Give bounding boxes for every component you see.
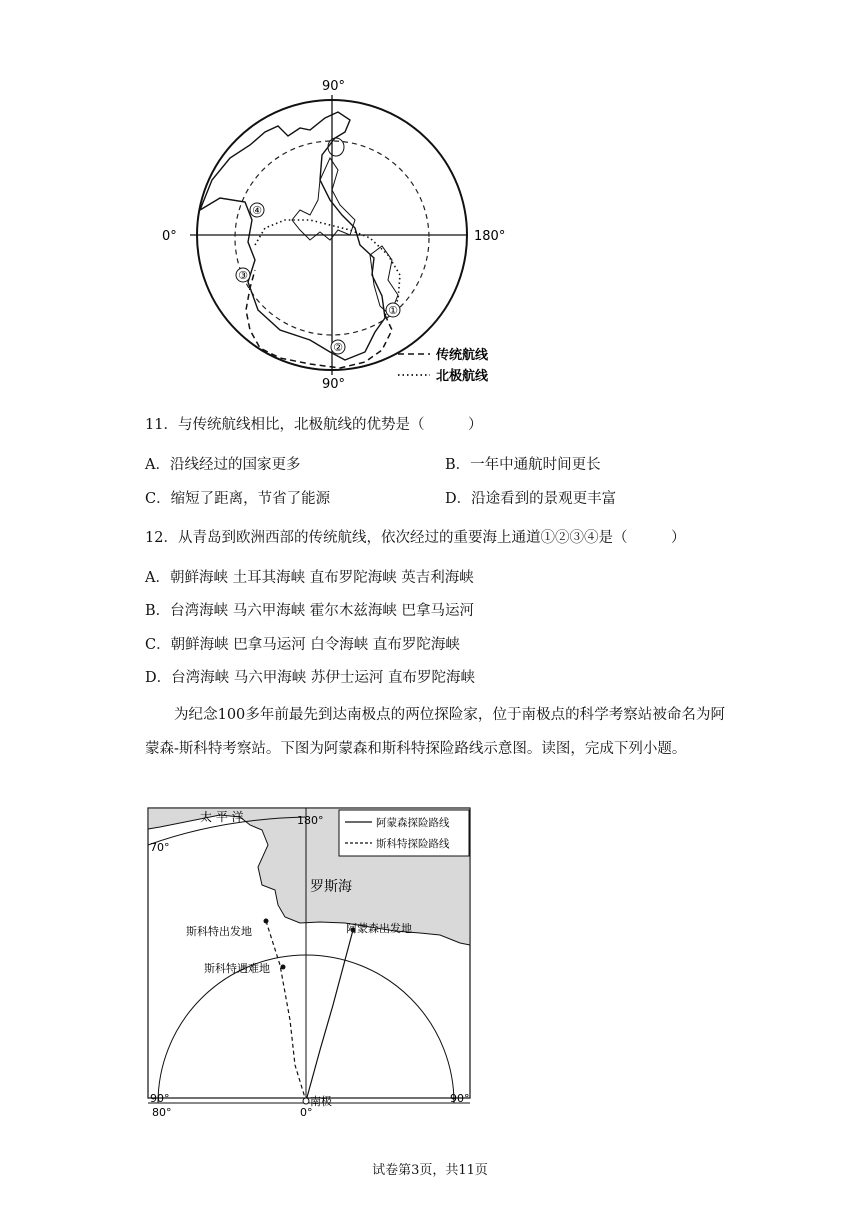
pole-label: 南极 [310,1095,332,1108]
legend-scott-label: 斯科特探险路线 [376,838,450,850]
question-12-stem: 12．从青岛到欧洲西部的传统航线，依次经过的重要海上通道①②③④是（ ） [145,530,686,546]
label-180: 180° [474,229,506,244]
marker-3 [236,268,250,282]
svg-text:②: ② [333,341,343,354]
page-footer: 试卷第3页，共11页 [372,1163,488,1178]
svg-text:④: ④ [252,204,262,217]
archipelago-outline [292,158,355,240]
south-pole-point [303,1098,309,1104]
label-90-top: 90° [322,79,346,94]
q12-option-a[interactable]: A．朝鲜海峡 土耳其海峡 直布罗陀海峡 英吉利海峡 [145,570,474,586]
lon-90-right-label: 90° [450,1092,470,1105]
arctic-route-map [160,70,520,390]
passage-text: 为纪念100多年前最先到达南极点的两位探险家，位于南极点的科学考察站被命名为阿蒙森-斯科特考察站。下图为阿蒙森和斯科特探险路线示意图。读图，完成下列小题。 [145,707,725,757]
q12-option-c[interactable]: C．朝鲜海峡 巴拿马运河 白令海峡 直布罗陀海峡 [145,637,460,653]
lat-70-label: 70° [150,841,170,854]
q11-option-c[interactable]: C．缩短了距离，节省了能源 [145,491,331,507]
q11-option-b[interactable]: B．一年中通航时间更长 [445,457,601,473]
scott-start-point [264,919,269,924]
sea-label: 罗斯海 [310,879,352,895]
legend-arctic-label: 北极航线 [436,369,489,384]
scott-start-label: 斯科特出发地 [186,925,252,938]
scott-death-label: 斯科特遇难地 [204,962,270,975]
svg-text:①: ① [388,304,398,317]
q12-option-d[interactable]: D．台湾海峡 马六甲海峡 苏伊士运河 直布罗陀海峡 [145,670,475,686]
lon-80-label: 80° [152,1106,172,1119]
label-0: 0° [162,229,177,244]
amundsen-start-label: 阿蒙森出发地 [346,922,412,935]
ocean-label: 太 平 洋 [200,810,244,824]
scott-death-point [281,965,286,970]
figure2-legend [339,810,469,856]
marker-4 [250,203,264,217]
legend-amundsen-label: 阿蒙森探险路线 [376,817,450,829]
marker-2 [331,340,345,354]
lon-180-label: 180° [297,814,324,827]
marker-1 [386,303,400,317]
lon-0-label: 0° [300,1106,313,1119]
svg-text:③: ③ [238,269,248,282]
question-11-stem: 11．与传统航线相比，北极航线的优势是（ ） [145,417,483,433]
label-90-bottom: 90° [322,377,346,390]
legend-traditional-label: 传统航线 [436,348,489,363]
lon-90-left-label: 90° [150,1092,170,1105]
q11-option-d[interactable]: D．沿途看到的景观更丰富 [445,491,617,507]
q11-option-a[interactable]: A．沿线经过的国家更多 [145,457,301,473]
figure1-legend [398,347,489,384]
q12-option-b[interactable]: B．台湾海峡 马六甲海峡 霍尔木兹海峡 巴拿马运河 [145,603,474,619]
antarctic-route-map [140,805,480,1125]
